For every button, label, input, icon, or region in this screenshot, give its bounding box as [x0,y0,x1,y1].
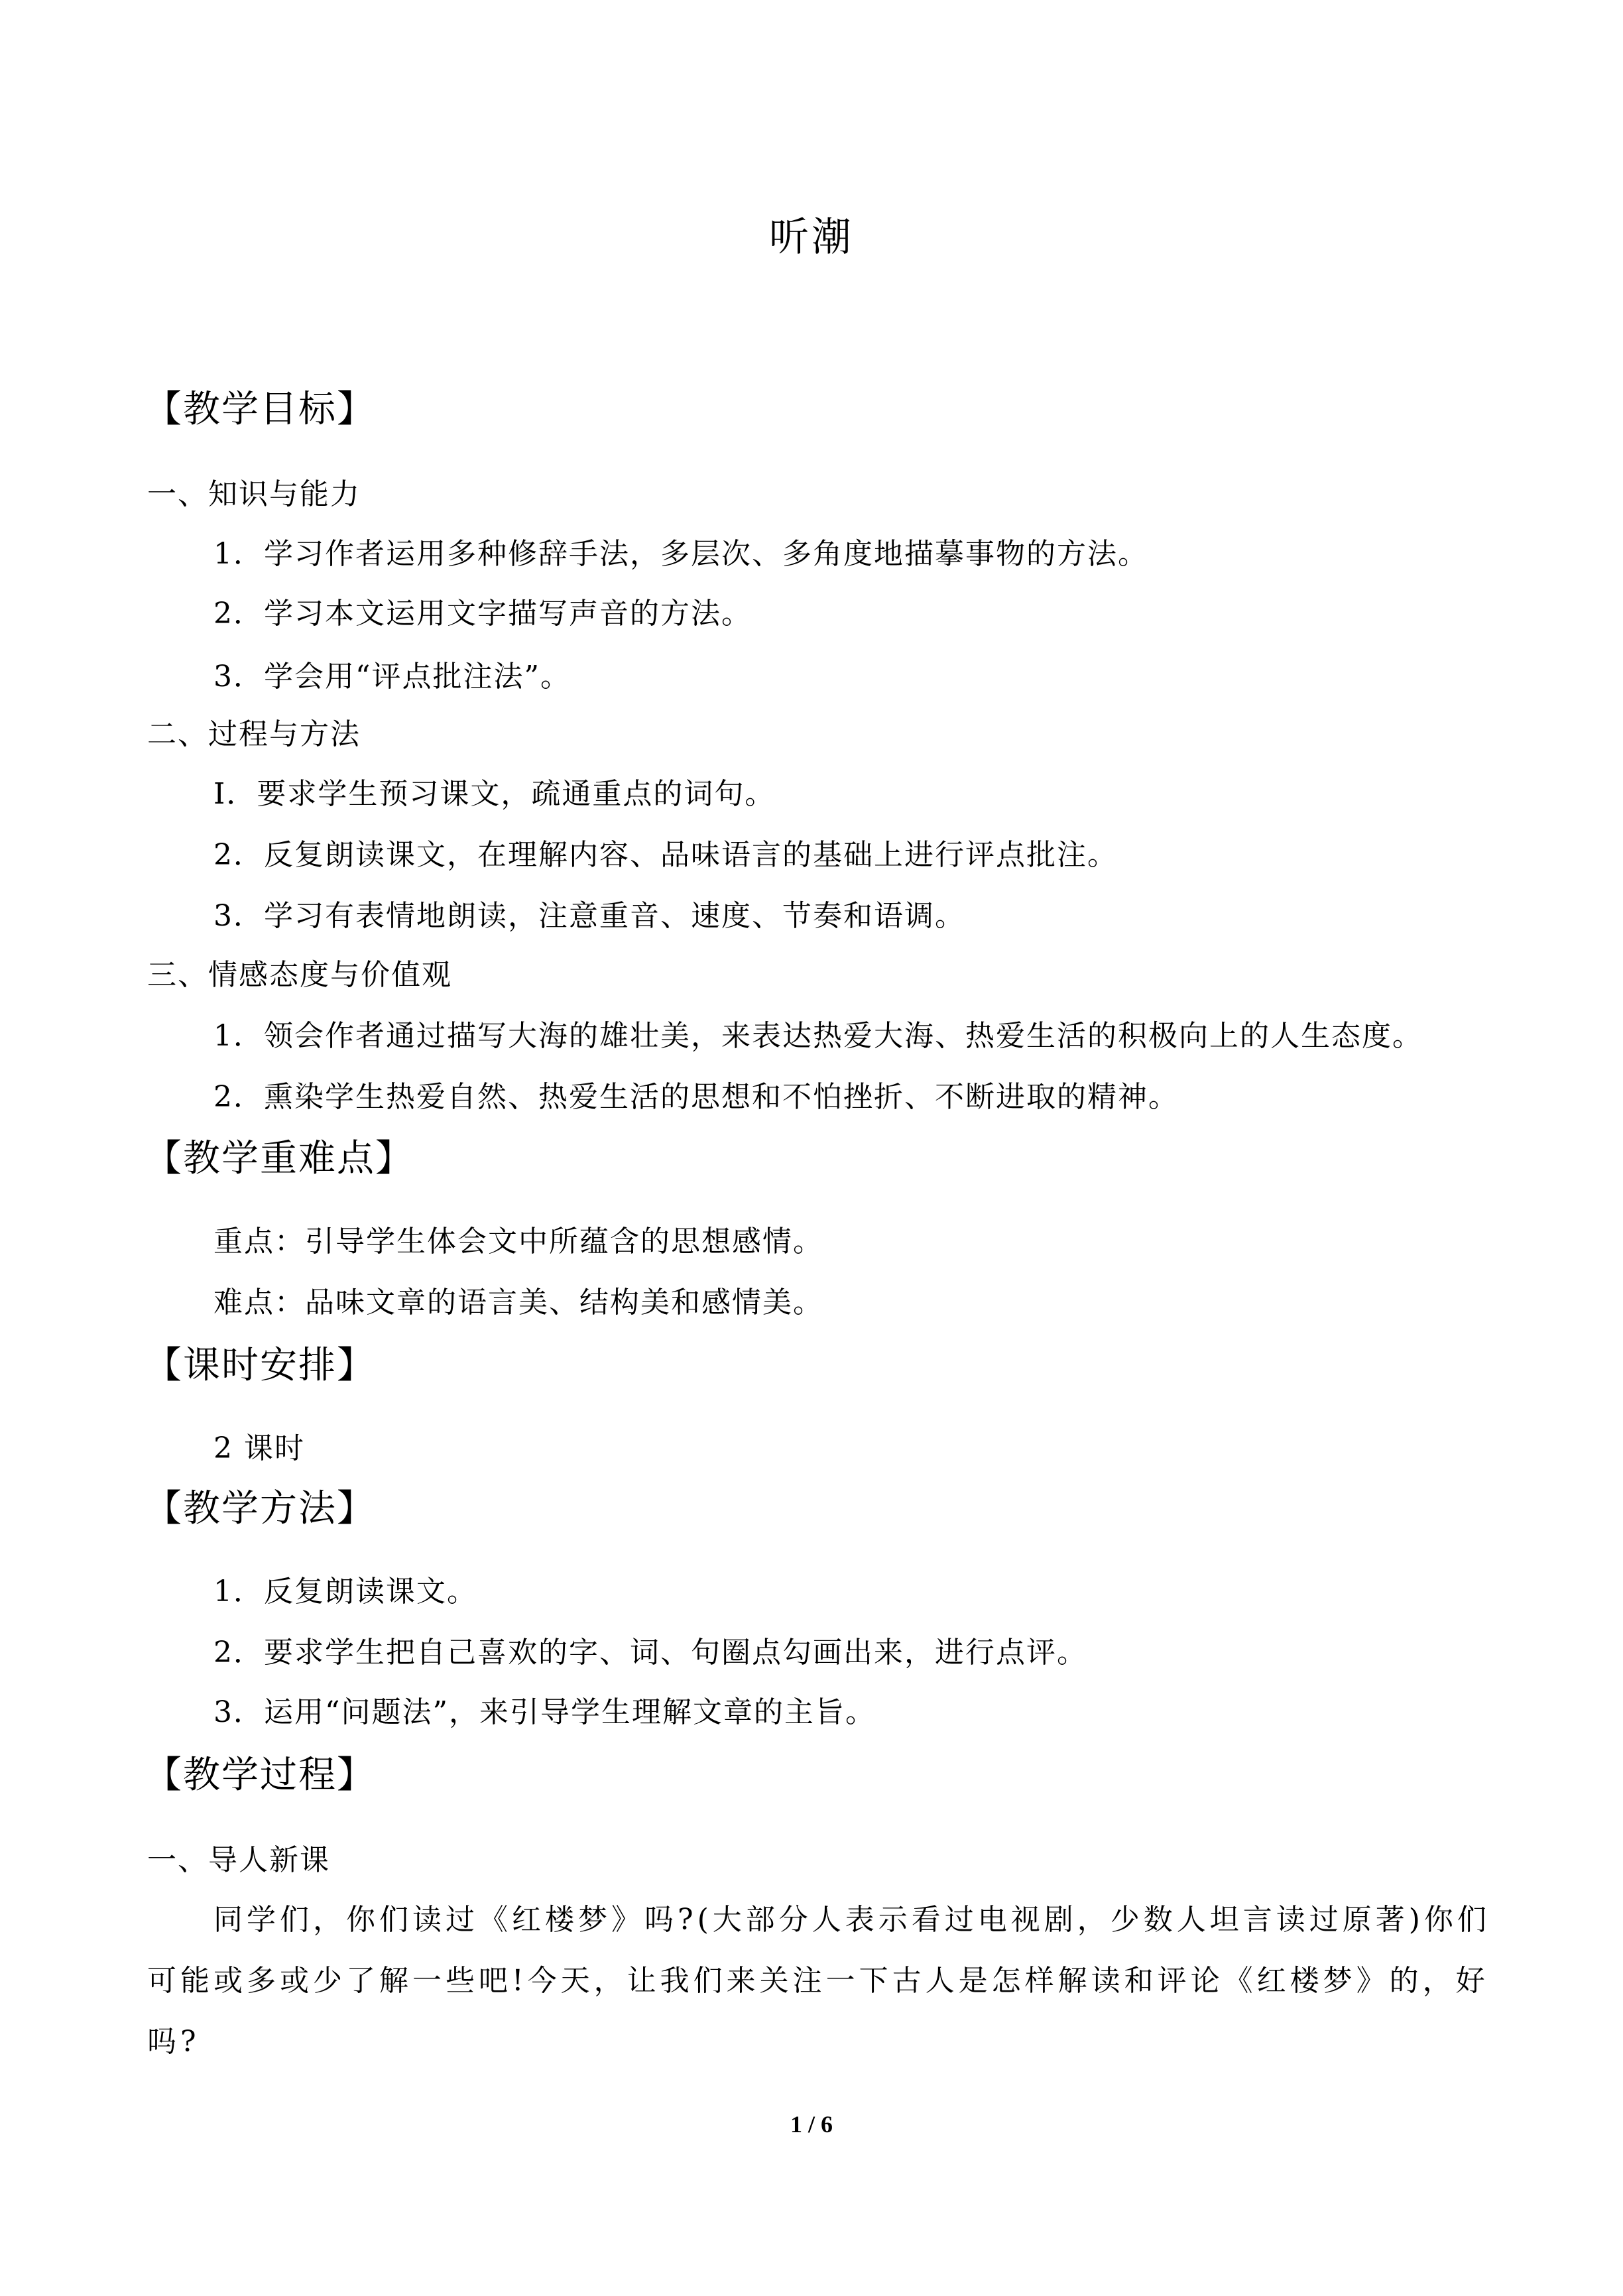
list-item: 难点：品味文章的语言美、结构美和感情美。 [213,1286,823,1319]
section-heading-objectives: 【教学目标】 [145,388,375,431]
subsection-title: 三、情感态度与价值观 [147,958,452,992]
section-heading-key-points: 【教学重难点】 [145,1137,414,1180]
paragraph-line: 可能或多或少了解一些吧!今天，让我们来关注一下古人是怎样解读和评论《红楼梦》的，好 [147,1964,1489,1998]
list-item: 1．学习作者运用多种修辞手法，多层次、多角度地描摹事物的方法。 [213,537,1148,571]
list-item: 3．学会用“评点批注法”。 [213,660,571,694]
list-item: 重点：引导学生体会文中所蕴含的思想感情。 [213,1225,823,1258]
list-item: 2．要求学生把自己喜欢的字、词、句圈点勾画出来，进行点评。 [213,1636,1087,1669]
paragraph-line: 同学们，你们读过《红楼梦》吗?(大部分人表示看过电视剧，少数人坦言读过原著)你们 [213,1903,1490,1937]
list-item: 3．学习有表情地朗读，注意重音、速度、节奏和语调。 [213,899,965,933]
subsection-title: 一、知识与能力 [147,477,361,511]
list-item: 2．学习本文运用文字描写声音的方法。 [213,597,752,631]
schedule-text: 2 课时 [213,1431,305,1465]
section-heading-methods: 【教学方法】 [145,1487,375,1530]
list-item: 2．熏染学生热爱自然、热爱生活的思想和不怕挫折、不断进取的精神。 [213,1080,1179,1114]
list-item: 2．反复朗读课文，在理解内容、品味语言的基础上进行评点批注。 [213,838,1118,872]
subsection-title: 二、过程与方法 [147,717,361,751]
section-heading-process: 【教学过程】 [145,1754,375,1797]
section-heading-schedule: 【课时安排】 [145,1344,375,1387]
document-title: 听潮 [769,214,854,261]
subsection-title: 一、导人新课 [147,1843,330,1877]
list-item: 1．反复朗读课文。 [213,1575,477,1608]
page-indicator: 1 / 6 [790,2111,833,2138]
list-item: 3．运用“问题法”，来引导学生理解文章的主旨。 [213,1695,876,1729]
paragraph-line: 吗? [147,2025,200,2059]
list-item: 1．领会作者通过描写大海的雄壮美，来表达热爱大海、热爱生活的积极向上的人生态度。 [213,1019,1423,1053]
list-item: I．要求学生预习课文，疏通重点的词句。 [213,777,776,811]
